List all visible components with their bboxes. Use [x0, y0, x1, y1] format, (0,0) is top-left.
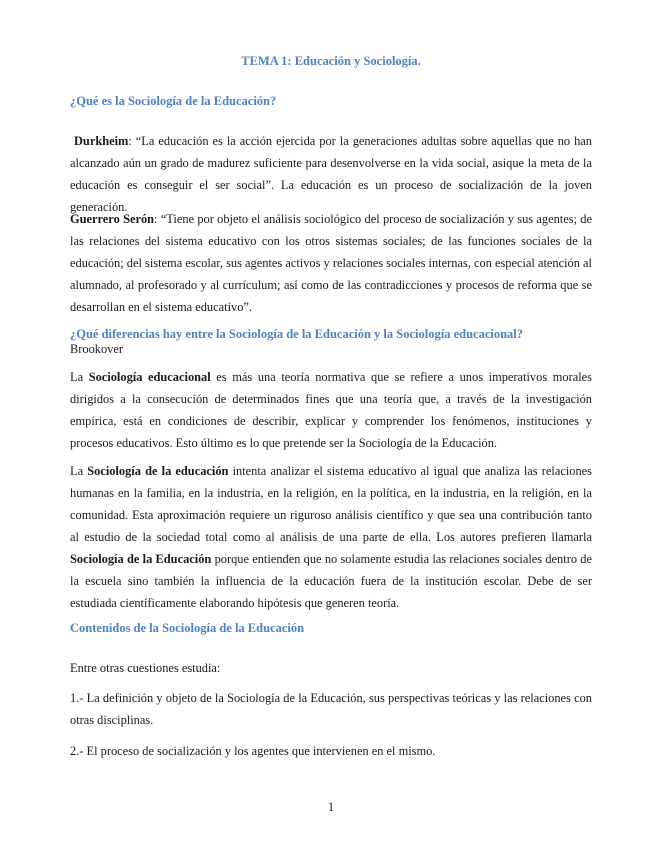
paragraph-guerrero-seron	[70, 208, 592, 318]
contents-intro: Entre otras cuestiones estudia:	[70, 661, 221, 675]
guerrero-seron-quote: : “Tiene por objeto el análisis sociológico del proceso de socialización y sus agentes; de las relaciones del sistema educativo con los otros sistemas sociales; de las funciones sociales de la educación; del sistema escolar, sus agentes activos y relaciones sociales internas, con especial atención al alumnado, al profesorado y al currículum; así como de las contradicciones y procesos de reforma que se desarrollan en el sistema educativo”.	[70, 212, 592, 314]
list-item-1: 1.- La definición y objeto de la Sociología de la Educación, sus perspectivas teóricas y las relaciones con otras disciplinas.	[70, 691, 592, 727]
paragraph-sociologia-educacional	[70, 366, 592, 454]
heading-differences: ¿Qué diferencias hay entre la Sociología de la Educación y la Sociología educacional?	[70, 327, 524, 341]
page-number: 1	[327, 800, 335, 814]
term-sociologia-educacional: Sociología educacional	[88, 370, 211, 384]
educacional-text: es más una teoría normativa que se refiere a unos imperativos morales dirigidos a la consecución de determinados fines que una teoría que, a través de la investigación empírica, está en condiciones de describir, explicar y comprender los fenómenos, instituciones y procesos educativos. Esto último es lo que pretende ser la Sociología de la Educación.	[70, 370, 592, 450]
list-item-2: 2.- El proceso de socialización y los agentes que intervienen en el mismo.	[70, 744, 436, 758]
term-sociologia-de-la-educacion: Sociología de la educación	[87, 464, 229, 478]
author-brookover: Brookover	[70, 342, 123, 356]
educacion-pre: La	[70, 464, 88, 478]
document-page	[70, 0, 592, 848]
author-guerrero-seron: Guerrero Serón	[70, 212, 155, 226]
educacion-text: intenta analizar el sistema educativo al igual que analiza las relaciones humanas en la familia, en la industria, en la religión, en la política, en la industria, en la religión, en la comunidad. Esta aproximación requiere un riguroso análisis científico y que sea una contribución tanto al estudio de la sociedad total como al análisis de una parte de ella. Los autores prefieren llamarla	[70, 464, 592, 544]
document-title: TEMA 1: Educación y Sociología.	[241, 54, 421, 68]
durkheim-quote: : “La educación es la acción ejercida por la generaciones adultas sobre aquellas que no han alcanzado aún un grado de madurez suficiente para desenvolverse en la vida social, asique la meta de la educación es conseguir el ser social”. La educación es un proceso de socialización de la joven generación.	[70, 134, 592, 214]
author-durkheim: Durkheim	[73, 134, 129, 148]
educacion-text-2: porque entienden que no solamente estudia las relaciones sociales dentro de la escuela sino también la influencia de la educación fuera de la institución escolar. Debe de ser estudiada científicamente elaborando hipótesis que generen teoría.	[70, 552, 592, 610]
heading-what-is-sociology-of-education: ¿Qué es la Sociología de la Educación?	[70, 94, 277, 108]
paragraph-sociologia-de-la-educacion	[70, 460, 592, 614]
paragraph-durkheim	[70, 130, 592, 218]
educacional-pre: La	[70, 370, 89, 384]
term-sociologia-de-la-educacion-2: Sociología de la Educación	[70, 552, 212, 566]
heading-contenidos: Contenidos de la Sociología de la Educación	[70, 621, 305, 635]
